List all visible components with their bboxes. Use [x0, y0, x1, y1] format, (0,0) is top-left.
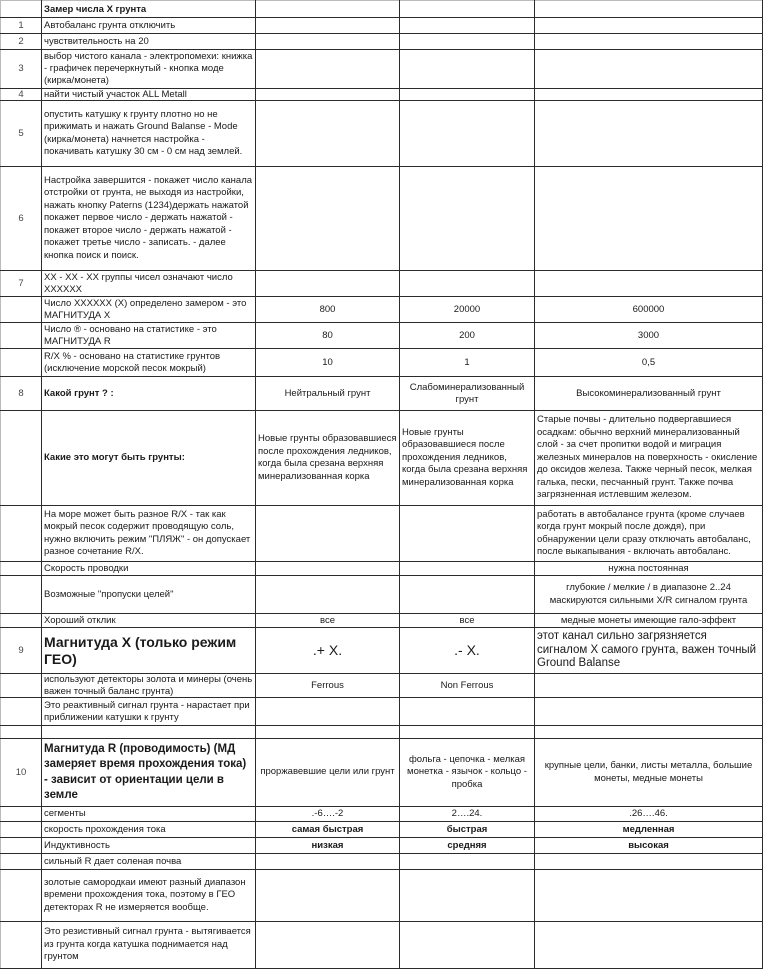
magnitude-value[interactable]: 10	[256, 349, 400, 377]
empty-cell[interactable]	[535, 50, 763, 89]
magnitude-value[interactable]: 1	[400, 349, 535, 377]
magnitude-value[interactable]: 0,5	[535, 349, 763, 377]
empty-cell[interactable]	[256, 89, 400, 101]
section-number[interactable]: 9	[1, 628, 42, 674]
step-row	[1, 18, 763, 34]
step-row	[1, 101, 763, 167]
empty-cell[interactable]	[535, 870, 763, 922]
magnitude-value[interactable]: 3000	[535, 323, 763, 349]
magnitude-value[interactable]: 80	[256, 323, 400, 349]
empty-cell[interactable]	[535, 922, 763, 969]
inductance-row	[1, 838, 763, 854]
step-text[interactable]: Настройка завершится - покажет число канала отстройки от грунта, не выходя из настройки, нажать кнопку Paterns (1234)держать нажатой покажет первое число - держать нажатой - покажет второе число - держать нажатой - покажет третье число - записать. - далее кнопка поиск и поиск.	[42, 167, 256, 271]
segment-range[interactable]: .-6….-2	[256, 807, 400, 822]
step-text[interactable]: чувствительность на 20	[42, 34, 256, 50]
sweep-speed-value[interactable]: нужна постоянная	[535, 562, 763, 576]
section-number[interactable]: 8	[1, 377, 42, 411]
empty-cell[interactable]	[256, 726, 400, 739]
step-number[interactable]: 5	[1, 101, 42, 167]
row-num-cell[interactable]	[1, 1, 42, 18]
step-row	[1, 34, 763, 50]
empty-cell[interactable]	[400, 922, 535, 969]
magnitude-label[interactable]: R/X % - основано на статистике грунтов (исключение морской песок мокрый)	[42, 349, 256, 377]
step-number[interactable]: 3	[1, 50, 42, 89]
sea-advice[interactable]: работать в автобалансе грунта (кроме случаев когда грунт мокрый после дождя), при обнаружении цели сразу отключать автобаланс, после выкапывания - включать автобаланс.	[535, 506, 763, 562]
empty-cell[interactable]	[256, 870, 400, 922]
empty-cell[interactable]	[1, 870, 42, 922]
metal-type[interactable]: Ferrous	[256, 674, 400, 698]
empty-cell[interactable]	[1, 854, 42, 870]
magnitude-row	[1, 323, 763, 349]
reactive-note[interactable]: Это реактивный сигнал грунта - нарастает при приближении катушки к грунту	[42, 698, 256, 726]
empty-cell[interactable]	[400, 101, 535, 167]
section-9-header-row	[1, 628, 763, 674]
current-speed-value[interactable]: самая быстрая	[256, 822, 400, 838]
empty-cell[interactable]	[400, 506, 535, 562]
empty-cell[interactable]	[1, 807, 42, 822]
sea-note[interactable]: На море может быть разное R/X - так как мокрый песок содержит проводящую соль, нужно включить режим "ПЛЯЖ" - он допускает разное сочетание R/X.	[42, 506, 256, 562]
target-examples[interactable]: крупные цели, банки, листы металла, большие монеты, медные монеты	[535, 739, 763, 807]
magnitude-row	[1, 297, 763, 323]
empty-cell[interactable]	[1, 822, 42, 838]
step-number[interactable]: 1	[1, 18, 42, 34]
empty-cell[interactable]	[400, 34, 535, 50]
empty-cell[interactable]	[400, 870, 535, 922]
empty-cell[interactable]	[256, 506, 400, 562]
step-number[interactable]: 7	[1, 271, 42, 297]
empty-cell[interactable]	[256, 167, 400, 271]
magnitude-value[interactable]: 200	[400, 323, 535, 349]
empty-cell[interactable]	[42, 726, 256, 739]
step-row	[1, 271, 763, 297]
good-response-label[interactable]: Хороший отклик	[42, 614, 256, 628]
empty-cell[interactable]	[535, 726, 763, 739]
ground-example[interactable]: Старые почвы - длительно подвергавшиеся осадкам: обычно верхний минерализованный слой - за счет пропитки водой и миграция железных минералов на поверхность - окисление до оксидов железа. Также черный песок, мелкая галька, пески, песчанный грунт. Также почва загрязненная истлевшим железом.	[535, 411, 763, 506]
empty-cell[interactable]	[1, 506, 42, 562]
target-misses-label[interactable]: Возможные "пропуски целей"	[42, 576, 256, 614]
empty-cell[interactable]	[256, 101, 400, 167]
current-speed-row	[1, 822, 763, 838]
empty-cell[interactable]	[1, 838, 42, 854]
empty-cell[interactable]	[256, 698, 400, 726]
current-speed-label[interactable]: скорость прохождения тока	[42, 822, 256, 838]
empty-cell[interactable]	[256, 562, 400, 576]
empty-cell[interactable]	[535, 698, 763, 726]
empty-cell[interactable]	[535, 89, 763, 101]
sheet-title[interactable]: Замер числа X грунта	[42, 1, 256, 18]
good-response-value[interactable]: все	[400, 614, 535, 628]
empty-cell[interactable]	[535, 271, 763, 297]
section-10-header-row	[1, 739, 763, 807]
empty-cell[interactable]	[1, 674, 42, 698]
empty-cell[interactable]	[1, 411, 42, 506]
step-number[interactable]: 4	[1, 89, 42, 101]
x-sign[interactable]: .- X.	[400, 628, 535, 674]
sea-row	[1, 506, 763, 562]
empty-cell[interactable]	[256, 576, 400, 614]
resistive-row	[1, 922, 763, 969]
step-text[interactable]: выбор чистого канала - электропомехи: книжка - графичек перечеркнутый - кнопка моде (кирка/монета)	[42, 50, 256, 89]
empty-cell[interactable]	[400, 576, 535, 614]
segments-label[interactable]: сегменты	[42, 807, 256, 822]
step-row	[1, 50, 763, 89]
metal-type[interactable]: Non Ferrous	[400, 674, 535, 698]
empty-cell[interactable]	[400, 18, 535, 34]
ground-examples-row	[1, 411, 763, 506]
inductance-value[interactable]: высокая	[535, 838, 763, 854]
empty-cell[interactable]	[535, 18, 763, 34]
magnitude-row	[1, 349, 763, 377]
empty-cell[interactable]	[1, 562, 42, 576]
nuggets-row	[1, 870, 763, 922]
empty-cell[interactable]	[1, 698, 42, 726]
step-number[interactable]: 6	[1, 167, 42, 271]
empty-cell[interactable]	[535, 1, 763, 18]
empty-cell[interactable]	[535, 34, 763, 50]
x-channel-note[interactable]: этот канал сильно загрязняется сигналом X самого грунта, важен точный Ground Balanse	[535, 628, 763, 674]
speed-row	[1, 562, 763, 576]
empty-cell[interactable]	[1, 297, 42, 323]
empty-cell[interactable]	[400, 50, 535, 89]
inductance-value[interactable]: низкая	[256, 838, 400, 854]
empty-cell[interactable]	[256, 1, 400, 18]
empty-cell[interactable]	[400, 167, 535, 271]
section-8-title[interactable]: Какой грунт ? :	[42, 377, 256, 411]
current-speed-value[interactable]: быстрая	[400, 822, 535, 838]
misses-row	[1, 576, 763, 614]
empty-cell[interactable]	[256, 18, 400, 34]
good-response-value[interactable]: все	[256, 614, 400, 628]
reactive-row	[1, 698, 763, 726]
detectors-row	[1, 674, 763, 698]
ground-type[interactable]: Слабоминерализованный грунт	[400, 377, 535, 411]
step-row	[1, 89, 763, 101]
ground-example[interactable]: Новые грунты образовавшиеся после прохождения ледников, когда была срезана верхняя минерализованная корка	[256, 411, 400, 506]
inductance-value[interactable]: средняя	[400, 838, 535, 854]
empty-cell[interactable]	[256, 854, 400, 870]
empty-cell[interactable]	[1, 349, 42, 377]
section-8-header-row	[1, 377, 763, 411]
resistive-note[interactable]: Это резистивный сигнал грунта - вытягивается из грунта когда катушка поднимается над грунтом	[42, 922, 256, 969]
empty-cell[interactable]	[1, 922, 42, 969]
empty-cell[interactable]	[400, 89, 535, 101]
target-examples[interactable]: проржавевшие цели или грунт	[256, 739, 400, 807]
segments-row	[1, 807, 763, 822]
section-10-title[interactable]: Магнитуда R (проводимость) (МД замеряет время прохождения тока) - зависит от ориентации цели в земле	[42, 739, 256, 807]
segment-range[interactable]: 2….24.	[400, 807, 535, 822]
empty-cell[interactable]	[400, 726, 535, 739]
empty-cell[interactable]	[400, 271, 535, 297]
empty-cell[interactable]	[535, 101, 763, 167]
empty-cell[interactable]	[1, 726, 42, 739]
step-text[interactable]: XX - XX - XX группы чисел означают число XXXXXX	[42, 271, 256, 297]
step-text[interactable]: опустить катушку к грунту плотно но не прижимать и нажать Ground Balanse - Mode (кирка/монета) начнется настройка - покачивать катушку 30 см - 0 см над землей.	[42, 101, 256, 167]
empty-cell[interactable]	[400, 562, 535, 576]
section-9-title[interactable]: Магнитуда X (только режим ГЕО)	[42, 628, 256, 674]
section-number[interactable]: 10	[1, 739, 42, 807]
magnitude-value[interactable]: 20000	[400, 297, 535, 323]
ground-examples-label[interactable]: Какие это могут быть грунты:	[42, 411, 256, 506]
magnitude-label[interactable]: Число ® - основано на статистике - это МАГНИТУДА R	[42, 323, 256, 349]
step-number[interactable]: 2	[1, 34, 42, 50]
target-misses-value[interactable]: глубокие / мелкие / в диапазоне 2..24 маскируются сильными X/R сигналом грунта	[535, 576, 763, 614]
ground-type[interactable]: Нейтральный грунт	[256, 377, 400, 411]
empty-cell[interactable]	[400, 854, 535, 870]
ground-example[interactable]: Новые грунты образовавшиеся после прохождения ледников, когда была срезана верхняя минерализованная корка	[400, 411, 535, 506]
step-row	[1, 167, 763, 271]
empty-cell[interactable]	[1, 576, 42, 614]
nuggets-note[interactable]: золотые самородкаи имеют разный диапазон времени прохождения тока, поэтому в ГЕО детекторах R не измеряется вообще.	[42, 870, 256, 922]
current-speed-value[interactable]: медленная	[535, 822, 763, 838]
salt-row	[1, 854, 763, 870]
empty-cell[interactable]	[1, 614, 42, 628]
salt-note[interactable]: сильный R дает соленая почва	[42, 854, 256, 870]
detectors-label[interactable]: используют детекторы золота и минеры (очень важен точный баланс грунта)	[42, 674, 256, 698]
empty-cell[interactable]	[256, 34, 400, 50]
segment-range[interactable]: .26….46.	[535, 807, 763, 822]
empty-cell[interactable]	[256, 50, 400, 89]
magnitude-label[interactable]: Число XXXXXX (X) определено замером - это МАГНИТУДА X	[42, 297, 256, 323]
response-row	[1, 614, 763, 628]
good-response-value[interactable]: медные монеты имеющие гало-эффект	[535, 614, 763, 628]
sweep-speed-label[interactable]: Скорость проводки	[42, 562, 256, 576]
empty-cell[interactable]	[535, 854, 763, 870]
empty-cell[interactable]	[400, 1, 535, 18]
magnitude-value[interactable]: 800	[256, 297, 400, 323]
empty-cell[interactable]	[256, 922, 400, 969]
magnitude-value[interactable]: 600000	[535, 297, 763, 323]
ground-type[interactable]: Высокоминерализованный грунт	[535, 377, 763, 411]
empty-cell[interactable]	[256, 271, 400, 297]
empty-cell[interactable]	[400, 698, 535, 726]
blank-row	[1, 726, 763, 739]
empty-cell[interactable]	[535, 167, 763, 271]
step-text[interactable]: Автобаланс грунта отключить	[42, 18, 256, 34]
target-examples[interactable]: фольга - цепочка - мелкая монетка - язычок - кольцо - пробка	[400, 739, 535, 807]
inductance-label[interactable]: Индуктивность	[42, 838, 256, 854]
empty-cell[interactable]	[535, 674, 763, 698]
x-sign[interactable]: .+ X.	[256, 628, 400, 674]
step-text[interactable]: найти чистый участок ALL Metall	[42, 89, 256, 101]
empty-cell[interactable]	[1, 323, 42, 349]
